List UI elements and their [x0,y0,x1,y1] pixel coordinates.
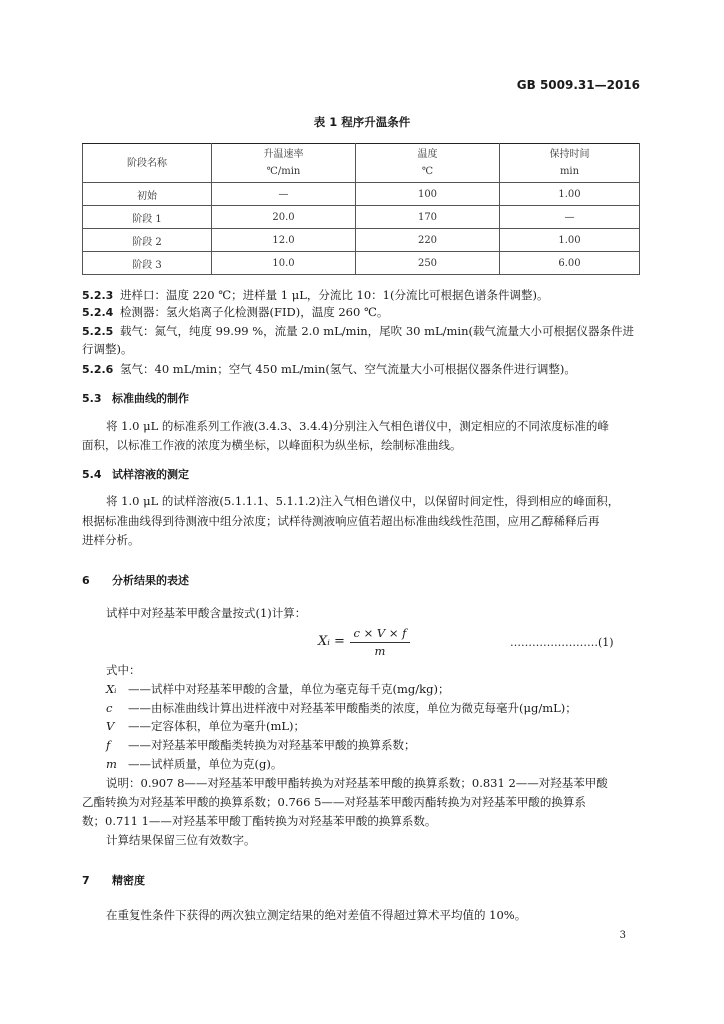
cell-temp: 170 [356,206,500,229]
table-row [83,229,640,252]
section-6-heading: 6 分析结果的表述 [82,574,189,587]
header-hold: 保持时间 min [500,144,640,183]
condition-5-2-5-cont: 行调整)。 [82,342,133,356]
cell-hold: — [500,206,640,229]
section-5-4-heading: 5.4 试样溶液的测定 [82,468,189,481]
section-7-heading: 7 精密度 [82,874,145,887]
table-row [83,183,640,206]
section-5-3-heading: 5.3 标准曲线的制作 [82,392,189,405]
header-stage: 阶段名称 [83,144,212,183]
cell-stage: 阶段 1 [83,206,212,229]
where-label: 式中： [106,663,141,677]
table-row [83,206,640,229]
s7-text: 在重复性条件下获得的两次独立测定结果的绝对差值不得超过算术平均值的 10%。 [106,908,527,922]
sigfig-note: 计算结果保留三位有效数字。 [106,833,256,847]
def-c: c ——由标准曲线计算出进样液中对羟基苯甲酸酯类的浓度，单位为微克每毫升(μg/mL)； [106,701,577,715]
table-row [83,252,640,275]
s54-line2: 根据标准曲线得到待测液中组分浓度；试样待测液响应值若超出标准曲线线性范围，应用乙醇稀释后再 [82,514,600,528]
note-line2: 乙酯转换为对羟基苯甲酸的换算系数；0.766 5——对羟基苯甲酸丙酯转换为对羟基苯甲酸的换算系 [82,795,586,809]
note-line3: 数；0.711 1——对羟基苯甲酸丁酯转换为对羟基苯甲酸的换算系数。 [82,814,437,828]
temperature-program-table [82,143,640,275]
fraction-bar [350,642,410,643]
formula-number: ……………………(1) [510,636,614,649]
condition-5-2-4: 5.2.4 检测器：氢火焰离子化检测器(FID)，温度 260 ℃。 [82,305,389,319]
def-v: V ——定容体积，单位为毫升(mL)； [106,719,306,733]
formula-denominator: m [374,644,386,658]
condition-5-2-6: 5.2.6 氢气：40 mL/min；空气 450 mL/min(氢气、空气流量大小可根据仪器条件进行调整)。 [82,362,576,376]
cell-stage: 阶段 3 [83,252,212,275]
cell-rate: 12.0 [212,229,356,252]
s53-line1: 将 1.0 μL 的标准系列工作液(3.4.3、3.4.4)分别注入气相色谱仪中，测定相应的不同浓度标准的峰 [106,419,609,433]
formula-lhs: Xᵢ = [318,634,345,649]
s54-line1: 将 1.0 μL 的试样溶液(5.1.1.1、5.1.1.2)注入气相色谱仪中，以保留时间定性，得到相应的峰面积， [106,494,620,508]
cell-hold: 6.00 [500,252,640,275]
s54-line3: 进样分析。 [82,533,140,547]
def-x: Xᵢ ——试样中对羟基苯甲酸的含量，单位为毫克每千克(mg/kg)； [106,682,450,696]
header-temp: 温度 ℃ [356,144,500,183]
def-f: f ——对羟基苯甲酸酯类转换为对羟基苯甲酸的换算系数； [106,738,416,752]
note-line1: 说明：0.907 8——对羟基苯甲酸甲酯转换为对羟基苯甲酸的换算系数；0.831 2——对羟基苯甲酸 [106,776,608,790]
cell-stage: 初始 [83,183,212,206]
cell-rate: 20.0 [212,206,356,229]
cell-hold: 1.00 [500,183,640,206]
s6-intro: 试样中对羟基苯甲酸含量按式(1)计算： [106,606,307,620]
cell-stage: 阶段 2 [83,229,212,252]
def-m: m ——试样质量，单位为克(g)。 [106,757,283,771]
cell-temp: 250 [356,252,500,275]
cell-temp: 220 [356,229,500,252]
cell-temp: 100 [356,183,500,206]
condition-5-2-5: 5.2.5 载气：氮气，纯度 99.99 %，流量 2.0 mL/min，尾吹 30 mL/min(载气流量大小可根据仪器条件进 [82,324,634,338]
header-rate: 升温速率 ℃/min [212,144,356,183]
cell-rate: 10.0 [212,252,356,275]
page-number: 3 [619,930,626,941]
table-caption: 表 1 程序升温条件 [313,115,411,129]
table-header-row [83,144,640,183]
cell-rate: — [212,183,356,206]
standard-number: GB 5009.31—2016 [516,78,640,92]
condition-5-2-3: 5.2.3 进样口：温度 220 ℃；进样量 1 μL，分流比 10：1(分流比可根据色谱条件调整)。 [82,288,549,302]
cell-hold: 1.00 [500,229,640,252]
s53-line2: 面积，以标准工作液的浓度为横坐标，以峰面积为纵坐标，绘制标准曲线。 [82,438,462,452]
formula-numerator: c × V × f [353,626,407,640]
